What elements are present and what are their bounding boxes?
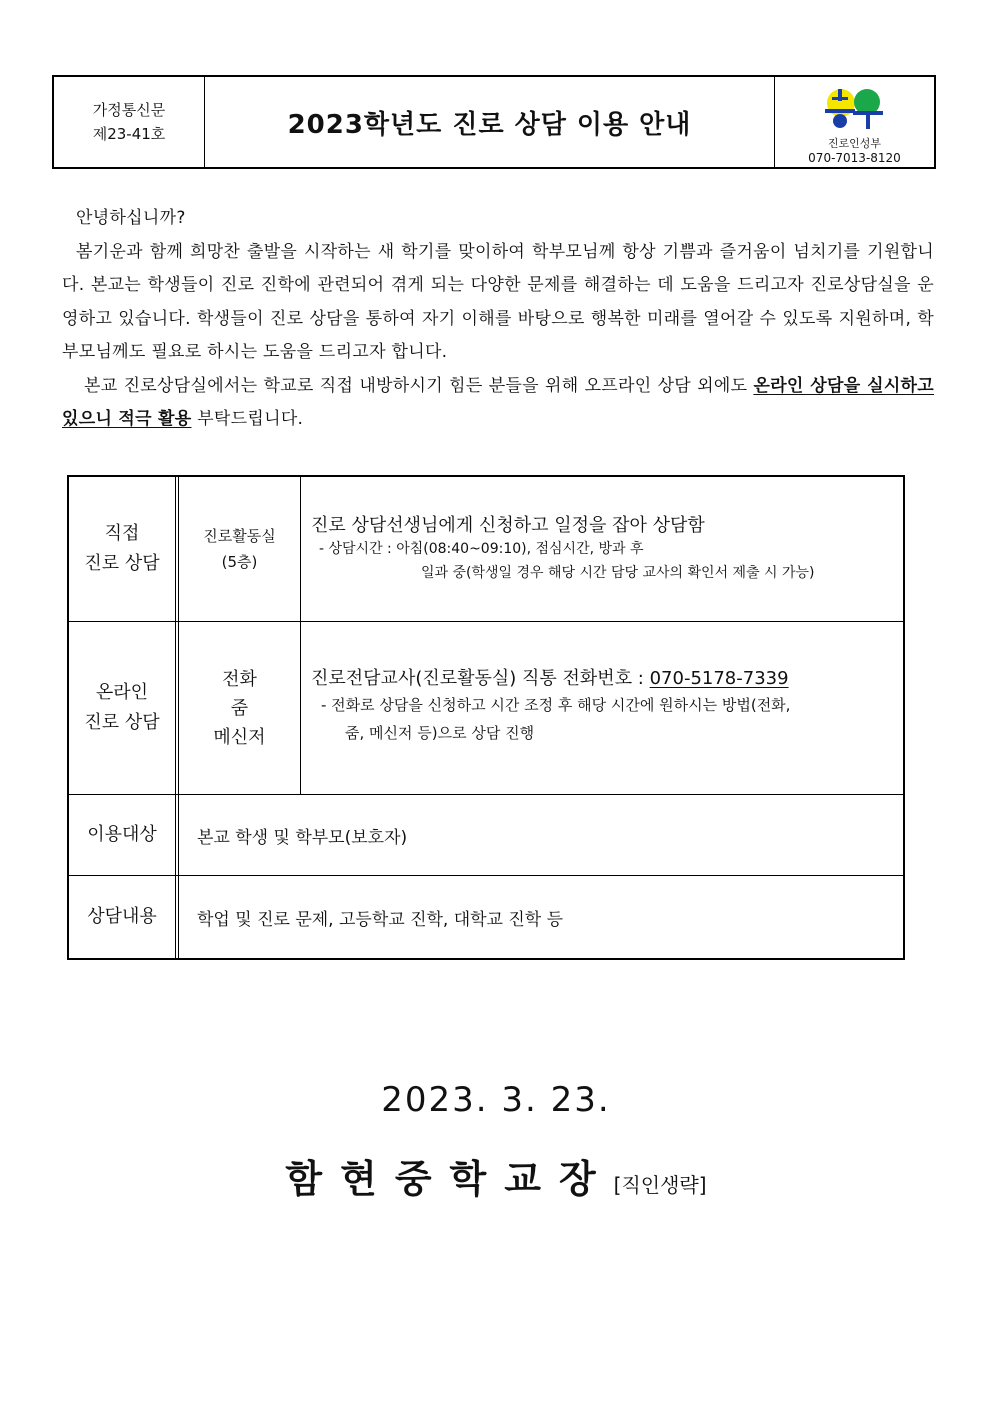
dept-cell: [774, 77, 934, 167]
description-sub: - 전화로 상담을 신청하고 시간 조정 후 해당 시간에 원하시는 방법(전화,: [321, 696, 791, 714]
place-floor: (5층): [221, 553, 258, 571]
phone-label: 진로전담교사(진로활동실) 직통 전화번호 :: [311, 668, 650, 689]
paragraph-2-start: 본교 진로상담실에서는 학교로 직접 내방하시기 힘든 분들을 위해 오프라인 상담 외에도: [84, 375, 754, 396]
description-sub: 줌, 메신저 등)으로 상담 진행: [345, 724, 535, 742]
table-row-online: [69, 622, 903, 795]
row-label-line: 진로 상담: [84, 712, 160, 733]
row-value: 본교 학생 및 학부모(보호자): [197, 827, 408, 848]
row-value: 학업 및 진로 문제, 고등학교 진학, 대학교 진학 등: [197, 909, 564, 930]
table-row-direct: [69, 477, 903, 622]
document-header: [52, 75, 936, 169]
signature-line: [0, 1148, 992, 1203]
method-phone: 전화: [222, 668, 257, 690]
document-date: 2023. 3. 23.: [381, 1080, 611, 1120]
row-label: 이용대상: [69, 795, 179, 875]
direct-phone-number: 070-5178-7339: [649, 668, 789, 689]
method-zoom: 줌: [230, 697, 249, 719]
row-label: 상담내용: [69, 876, 179, 958]
row-label-line: 온라인: [95, 682, 149, 703]
paragraph-2-emphasis: 온라인 상담을 실시하고 있으니 적극 활용: [62, 375, 934, 429]
paragraph-2: [62, 370, 934, 437]
description-main: [311, 667, 903, 691]
letter-body: [62, 202, 934, 437]
doc-number: 제23-41호: [92, 125, 166, 143]
school-logo-icon: [823, 87, 887, 131]
greeting: 안녕하십니까?: [76, 208, 186, 228]
place-cell: [179, 477, 301, 621]
description-cell: [301, 622, 903, 794]
methods-cell: [179, 622, 301, 794]
signer-name: 함현중학교장: [285, 1157, 614, 1201]
description-sub: 일과 중(학생일 경우 해당 시간 담당 교사의 확인서 제출 시 가능): [421, 565, 815, 581]
description-cell: [301, 477, 903, 621]
description-main: 진로 상담선생님에게 신청하고 일정을 잡아 상담함: [311, 515, 705, 536]
method-messenger: 메신저: [213, 726, 266, 748]
place-name: 진로활동실: [203, 527, 276, 545]
paragraph-2-end: 부탁드립니다.: [191, 409, 304, 429]
table-row-content: [69, 876, 903, 958]
seal-note: [직인생략]: [613, 1173, 707, 1197]
table-row-target: [69, 795, 903, 876]
paragraph-1: 봄기운과 함께 희망찬 출발을 시작하는 새 학기를 맞이하여 학부모님께 항상 기쁨과 즐거움이 넘치기를 기원합니다. 본교는 학생들이 진로 진학에 관련되어 겪게 되는 다양한 문제를 해결하는 데 도움을 드리고자 진로상담실을 운영하고 있습니다. 학생들이 진로 상담을 통하여 자기 이해를 바탕으로 행복한 미래를 열어갈 수 있도록 지원하며, 학부모님께도 필요로 하시는 도움을 드리고자 합니다.: [62, 241, 934, 362]
row-label-line: 직접: [104, 523, 140, 544]
counseling-table: [67, 475, 905, 960]
row-label: [69, 622, 179, 794]
row-label: [69, 477, 179, 621]
description-sub: - 상담시간 : 아침(08:40~09:10), 점심시간, 방과 후: [319, 541, 644, 557]
row-label-line: 진로 상담: [84, 553, 160, 574]
doc-type: 가정통신문: [92, 101, 166, 119]
department-phone: 070-7013-8120: [808, 151, 901, 165]
department-name: 진로인성부: [827, 137, 882, 150]
page-title: 2023학년도 진로 상담 이용 안내: [287, 109, 692, 140]
doc-id-cell: [54, 77, 205, 167]
